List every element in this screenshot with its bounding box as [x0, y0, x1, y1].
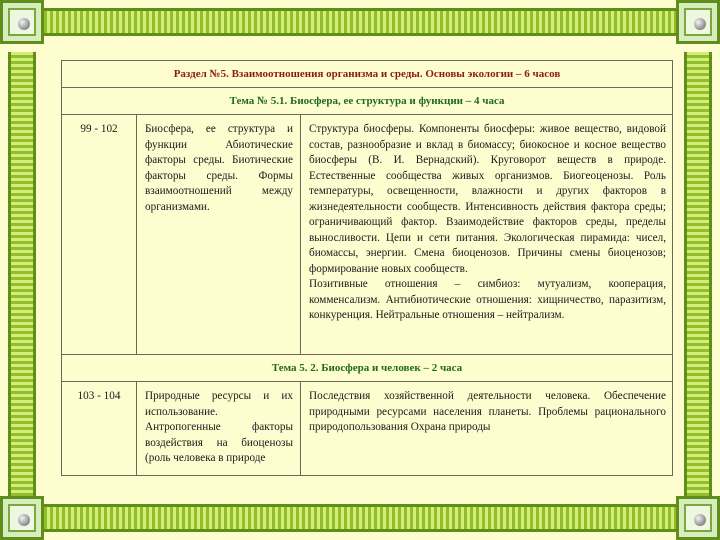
lesson-content-paragraph: Структура биосферы. Компоненты биосферы: живое вещество, видовой состав, разнообразие и вклад в биомассу; биокосное и косное вещество биосферы (В. И. Вернадский). Круговорот веществ в природе. Естественные сообщества живых организмов. Биогеоценозы. Роль температуры, освещенности, влажности и других факторов в жизнедеятельности сообществ. Интенсивность действия фактора среды; ограничивающий фактор. Взаимодействие факторов среды, пределы выносливости. Цепи и сети питания. Экологическая пирамида: чисел, биомассы, энергии. Смена биоценозов. Причины смены биоценозов; формирование новых сообществ. [309, 123, 666, 275]
frame-top-stripe [44, 8, 676, 36]
frame-bottom-stripe [44, 504, 676, 532]
lesson-content [301, 382, 673, 476]
lesson-content-paragraph: Последствия хозяйственной деятельности человека. Обеспечение природными ресурсами населения планеты. Проблемы рационального природопользования Охрана природы [309, 390, 666, 433]
lesson-numbers: 103 - 104 [62, 382, 137, 476]
frame-left-stripe [8, 52, 36, 496]
lesson-content [301, 115, 673, 355]
corner-knob-icon [694, 18, 706, 30]
lesson-subject [137, 115, 301, 355]
corner-knob-icon [694, 514, 706, 526]
lesson-subject-text: Природные ресурсы и их использование. [145, 390, 293, 418]
section-title: Раздел №5. Взаимоотношения организма и среды. Основы экологии – 6 часов [62, 61, 673, 88]
topic-title: Тема 5. 2. Биосфера и человек – 2 часа [62, 355, 673, 382]
frame-corner-bottom-right [676, 496, 720, 540]
lesson-subject-text: Биосфера, ее структура и функции Абиотические факторы среды. Биотические факторы среды. Формы взаимоотношений между организмами. [145, 123, 293, 213]
lesson-subject [137, 382, 301, 476]
frame-corner-top-right [676, 0, 720, 44]
lesson-numbers: 99 - 102 [62, 115, 137, 355]
frame-right-stripe [684, 52, 712, 496]
frame-corner-bottom-left [0, 496, 44, 540]
table-row [62, 382, 673, 476]
topic-title: Тема № 5.1. Биосфера, ее структура и функции – 4 часа [62, 88, 673, 115]
lesson-subject-text: Антропогенные факторы воздействия на биоценозы (роль человека в природе [145, 421, 293, 464]
corner-knob-icon [18, 18, 30, 30]
curriculum-table [61, 60, 673, 476]
frame-corner-top-left [0, 0, 44, 44]
table-row [62, 115, 673, 355]
corner-knob-icon [18, 514, 30, 526]
lesson-content-paragraph: Позитивные отношения – симбиоз: мутуализм, кооперация, комменсализм. Антибиотические отношения: хищничество, паразитизм, конкуренция. Нейтральные отношения – нейтрализм. [309, 278, 666, 321]
